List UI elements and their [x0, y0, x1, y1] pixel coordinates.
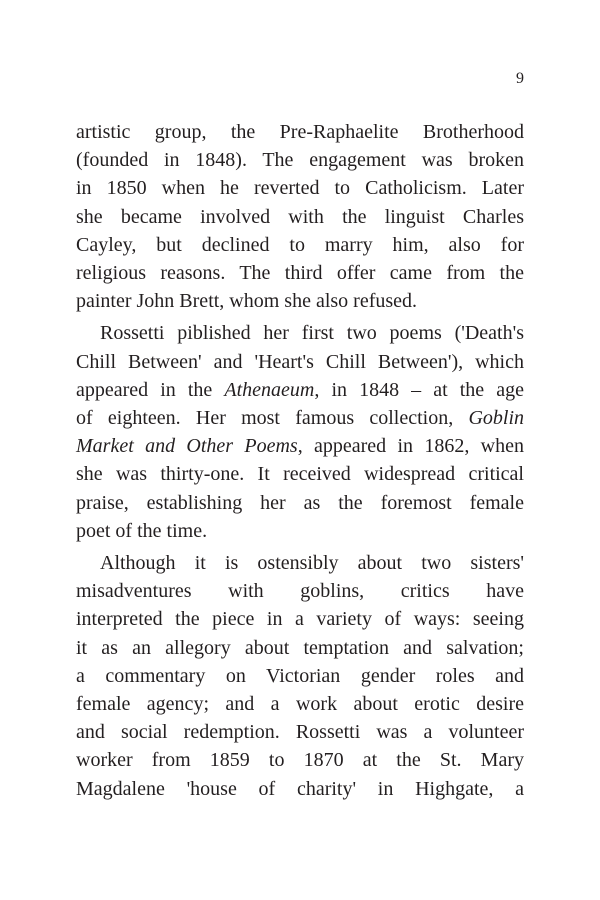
text-line: a commentary on Victorian gender roles and [76, 664, 524, 687]
paragraph-1 [76, 118, 524, 315]
text-line: Cayley, but declined to marry him, also for [76, 233, 524, 256]
text-line: (founded in 1848). The engagement was broken [76, 149, 524, 172]
text-line: female agency; and a work about erotic desire [76, 693, 524, 716]
text-line: she became involved with the linguist Charles [76, 205, 524, 228]
paragraph-3 [76, 549, 524, 803]
text-line: of eighteen. Her most famous collection, Goblin [76, 407, 524, 430]
text-line: in 1850 when he reverted to Catholicism. Later [76, 177, 524, 200]
text-line: appeared in the Athenaeum, in 1848 – at the age [76, 378, 524, 401]
text-line: religious reasons. The third offer came from the [76, 262, 524, 285]
text-line: artistic group, the Pre-Raphaelite Brotherhood [76, 121, 524, 143]
paragraph-2 [76, 319, 524, 545]
text-line: Rossetti piblished her first two poems ('Death's [100, 322, 524, 345]
text-line: poet of the time. [76, 519, 208, 542]
page-number: 9 [516, 70, 524, 87]
text-line: painter John Brett, whom she also refused. [76, 290, 418, 313]
text-line: it as an allegory about temptation and salvation; [76, 636, 524, 659]
text-line: Market and Other Poems, appeared in 1862, when [76, 435, 525, 458]
text-line: and social redemption. Rossetti was a volunteer [76, 721, 524, 744]
text-line: misadventures with goblins, critics have [76, 580, 524, 603]
text-line: she was thirty-one. It received widespread critical [76, 463, 524, 486]
body-text [76, 118, 524, 803]
text-line: Magdalene 'house of charity' in Highgate, a [76, 777, 524, 800]
text-line: worker from 1859 to 1870 at the St. Mary [76, 749, 524, 772]
text-line: praise, establishing her as the foremost female [76, 491, 524, 514]
text-line: Although it is ostensibly about two sisters' [100, 552, 524, 575]
text-line: Chill Between' and 'Heart's Chill Between'), which [76, 350, 524, 373]
text-line: interpreted the piece in a variety of ways: seeing [76, 608, 524, 631]
